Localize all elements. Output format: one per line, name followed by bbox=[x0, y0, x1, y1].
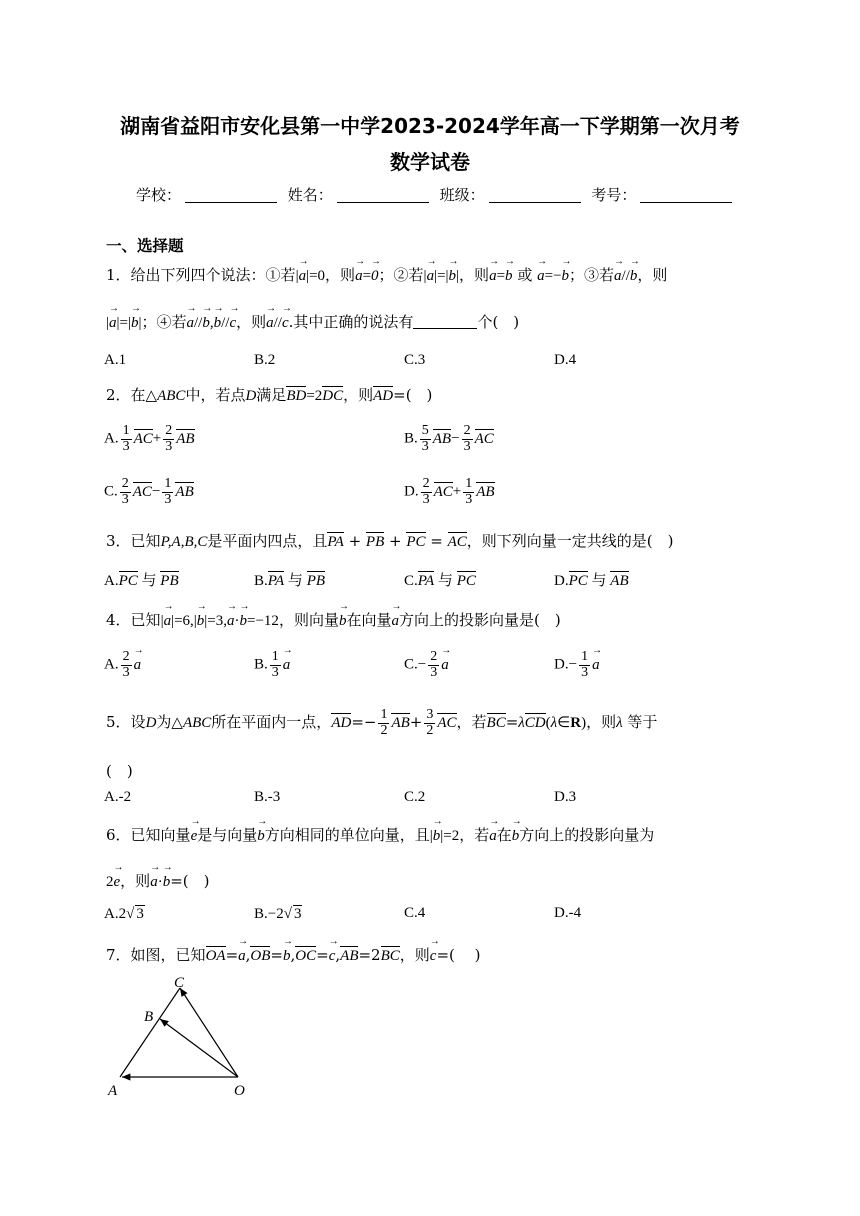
school-label: 学校： bbox=[136, 186, 182, 204]
class-blank bbox=[489, 188, 581, 203]
question-6-line2: 2→ e，则→ a·→ b=( ) bbox=[106, 870, 209, 891]
q4-option-d: D.− $\frac{1}{3}$ → a bbox=[554, 650, 600, 680]
school-blank bbox=[185, 188, 277, 203]
question-3: 3．已知P,A,B,C是平面内四点，且PA + PB + PC = AC，则下列向量一定共线的是( ) bbox=[106, 532, 674, 550]
exam-title-line1: 湖南省益阳市安化县第一中学2023-2024学年高一下学期第一次月考 bbox=[120, 114, 740, 138]
q6-option-a: A.2√ 3 bbox=[104, 906, 144, 922]
q5-option-c: C.2 bbox=[404, 789, 426, 805]
question-4: 4．已知|→ a|=6,|→ b|=3,→ a·→ b=−12，则向量→ b在向量→ a方向上的投影向量是( ) bbox=[106, 609, 561, 630]
q7-triangle-figure bbox=[100, 975, 260, 1100]
section-heading: 一、选择题 bbox=[106, 237, 184, 255]
question-1-line1: 1．给出下列四个说法：①若|→ a|=0，则→ a=→ 0；②若|→ a|=|→ b|，则→ a=→ b 或 → a=−→ b；③若→ a//→ b，则 bbox=[106, 264, 667, 285]
exam-title-line2: 数学试卷 bbox=[390, 150, 470, 174]
q5-option-a: A.-2 bbox=[104, 789, 132, 805]
q5-option-b: B.-3 bbox=[254, 789, 281, 805]
q3-option-b: B.PA 与 PB bbox=[254, 573, 326, 589]
q2-option-b: B. $\frac{5}{3}$ AB− $\frac{2}{3}$ AC bbox=[404, 423, 494, 454]
segment-ac bbox=[120, 988, 180, 1077]
vector-ob bbox=[160, 1019, 238, 1077]
q2-option-a: A. $\frac{1}{3}$ AC+ $\frac{2}{3}$ AB bbox=[104, 423, 195, 454]
q4-option-a: A. $\frac{2}{3}$ → a bbox=[104, 650, 141, 680]
q6-option-c: C.4 bbox=[404, 905, 426, 921]
label-o: O bbox=[234, 1083, 245, 1099]
q1-option-a: A.1 bbox=[104, 352, 127, 368]
q6-option-b: B.−2√ 3 bbox=[254, 906, 302, 922]
name-label: 姓名： bbox=[287, 186, 333, 204]
q1-option-c: C.3 bbox=[404, 352, 426, 368]
student-info-row bbox=[136, 184, 738, 205]
q3-option-c: C.PA 与 PC bbox=[404, 573, 476, 589]
question-6-line1: 6．已知向量→ e是与向量→ b方向相同的单位向量，且|→ b|=2，若→ a在→ b方向上的投影向量为 bbox=[106, 824, 654, 845]
q1-option-b: B.2 bbox=[254, 352, 276, 368]
q2-option-d: D. $\frac{2}{3}$ AC+ $\frac{1}{3}$ AB bbox=[404, 476, 495, 507]
label-b: B bbox=[144, 1009, 154, 1025]
q3-option-d: D.PC 与 AB bbox=[554, 573, 629, 589]
q2-option-c: C. $\frac{2}{3}$ AC− $\frac{1}{3}$ AB bbox=[104, 476, 194, 507]
q5-option-d: D.3 bbox=[554, 789, 577, 805]
q4-option-b: B. $\frac{1}{3}$ → a bbox=[254, 650, 290, 680]
question-7: 7．如图，已知OA=→ a,OB=→ b,OC=→ c,AB=2BC，则→ c=( ) bbox=[106, 944, 481, 965]
name-blank bbox=[337, 188, 429, 203]
q3-option-a: A.PC 与 PB bbox=[104, 573, 179, 589]
id-blank bbox=[640, 188, 732, 203]
label-a: A bbox=[108, 1083, 118, 1099]
q6-option-d: D.-4 bbox=[554, 905, 582, 921]
question-5-bracket: ( ) bbox=[106, 762, 133, 780]
label-c: C bbox=[174, 975, 185, 991]
class-label: 班级： bbox=[439, 186, 485, 204]
question-2: 2．在△ABC中，若点D满足BD=2DC，则AD=( ) bbox=[106, 386, 433, 404]
vector-oc bbox=[180, 988, 238, 1077]
q4-option-c: C.− $\frac{2}{3}$ → a bbox=[404, 650, 449, 680]
question-1-line2: |→ a|=|→ b|；④若→ a//→ b,→ b//→ c，则→ a//→ c.其中正确的说法有 个( ) bbox=[106, 311, 519, 332]
id-label: 考号： bbox=[591, 186, 637, 204]
q1-option-d: D.4 bbox=[554, 352, 577, 368]
question-5: 5．设D为△ABC所在平面内一点，AD=− $\frac{1}{2}$ AB+ $\frac{3}{2}$ AC，若BC=λCD(λ∈R)，则λ 等于 bbox=[106, 707, 658, 738]
answer-blank bbox=[413, 316, 477, 329]
